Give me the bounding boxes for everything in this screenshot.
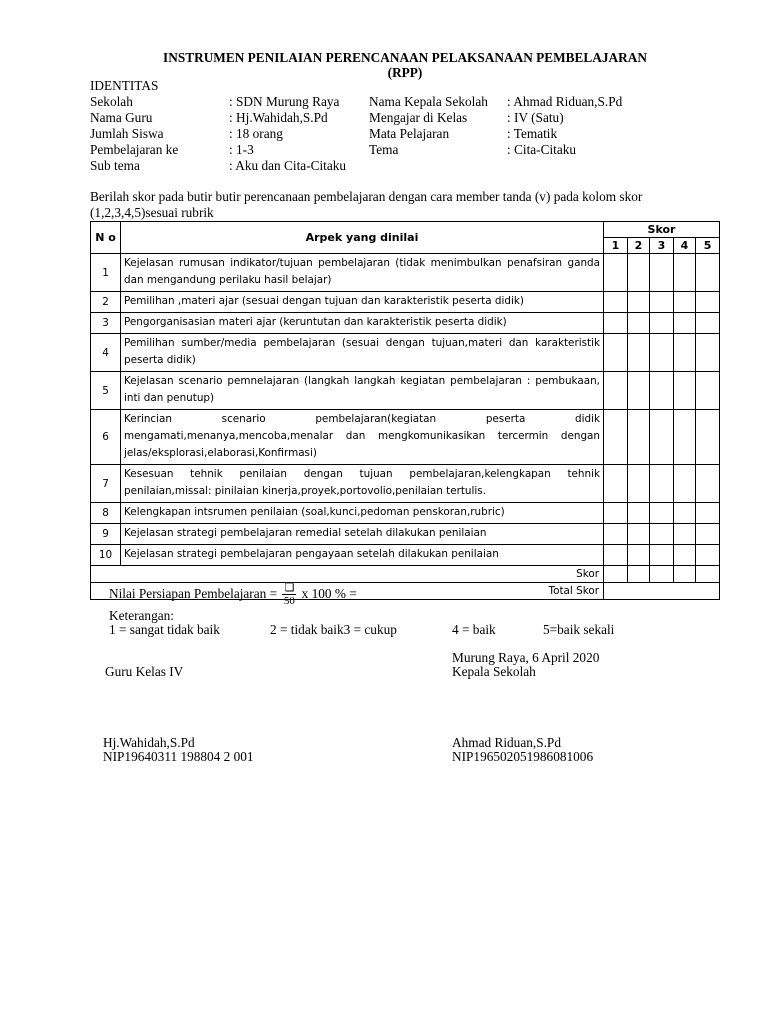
guru-nip: NIP19640311 198804 2 001 — [103, 749, 254, 764]
header-no: N o — [91, 222, 121, 254]
signature-date: Murung Raya, 6 April 2020 — [452, 650, 600, 665]
score-cell[interactable] — [674, 524, 696, 545]
score-cell[interactable] — [628, 313, 650, 334]
title-line-2: (RPP) — [387, 65, 423, 80]
identitas-value: : SDN Murung Raya — [229, 94, 340, 109]
guru-title: Guru Kelas IV — [105, 664, 184, 679]
skor-row — [91, 566, 720, 583]
rubric-table — [90, 221, 720, 600]
score-cell[interactable] — [650, 334, 674, 372]
scale-item: 2 = tidak baik3 = cukup — [270, 622, 397, 637]
score-cell[interactable] — [628, 545, 650, 566]
score-cell[interactable] — [604, 524, 628, 545]
score-cell[interactable] — [674, 545, 696, 566]
row-aspek: Pengorganisasian materi ajar (keruntutan dan karakteristik peserta didik) — [121, 313, 604, 334]
score-cell[interactable] — [674, 313, 696, 334]
score-cell[interactable] — [650, 292, 674, 313]
score-cell[interactable] — [628, 465, 650, 503]
row-number: 7 — [91, 465, 121, 503]
row-number: 10 — [91, 545, 121, 566]
score-cell[interactable] — [696, 334, 720, 372]
score-cell[interactable] — [628, 410, 650, 465]
checkbox-icon: ❏ — [284, 582, 295, 594]
table-row — [91, 465, 720, 503]
identitas-value: : Cita-Citaku — [507, 142, 577, 157]
row-number: 6 — [91, 410, 121, 465]
document-title — [90, 50, 720, 80]
identitas-label: Sekolah — [90, 94, 133, 109]
keterangan-label: Keterangan: — [109, 608, 174, 623]
identitas-label: Mata Pelajaran — [369, 126, 450, 141]
total-skor-row-label: Total Skor — [91, 583, 604, 600]
score-cell[interactable] — [650, 313, 674, 334]
nilai-label: Nilai Persiapan Pembelajaran = — [109, 586, 278, 602]
guru-name: Hj.Wahidah,S.Pd — [103, 735, 195, 750]
nilai-formula — [109, 583, 357, 607]
row-number: 3 — [91, 313, 121, 334]
identitas-value: : Ahmad Riduan,S.Pd — [507, 94, 623, 109]
table-row — [91, 313, 720, 334]
score-cell[interactable] — [696, 254, 720, 292]
score-cell[interactable] — [674, 254, 696, 292]
row-aspek: Kejelasan strategi pembelajaran pengayaan setelah dilakukan penilaian — [121, 545, 604, 566]
score-cell[interactable] — [604, 503, 628, 524]
table-row — [91, 372, 720, 410]
header-score-col: 4 — [674, 238, 696, 254]
score-cell[interactable] — [674, 372, 696, 410]
scale-item: 1 = sangat tidak baik — [109, 622, 220, 637]
instruction-text: Berilah skor pada butir butir perencanaan pembelajaran dengan cara member tanda (v) pada kolom skor (1,2,3,4,5)sesuai rubrik — [90, 189, 643, 220]
row-aspek: Pemilihan ,materi ajar (sesuai dengan tujuan dan karakteristik peserta didik) — [121, 292, 604, 313]
score-cell[interactable] — [604, 334, 628, 372]
total-skor-cell[interactable] — [604, 583, 720, 600]
skor-row-label: Skor — [91, 566, 604, 583]
score-cell[interactable] — [696, 524, 720, 545]
table-row — [91, 334, 720, 372]
header-score-col: 3 — [650, 238, 674, 254]
row-number: 9 — [91, 524, 121, 545]
identitas-label: Mengajar di Kelas — [369, 110, 468, 125]
nilai-denominator: 50 — [283, 595, 295, 607]
score-cell[interactable] — [650, 545, 674, 566]
identitas-label: Tema — [369, 142, 399, 157]
row-aspek: Kerincian scenario pembelajaran(kegiatan peserta didik mengamati,menanya,mencoba,menalar dan mengkomunikasikan tercermin dengan jelas/eksplorasi,elaborasi,Konfirmasi) — [121, 410, 604, 465]
score-cell[interactable] — [604, 465, 628, 503]
identitas-value: : 1-3 — [229, 142, 254, 157]
score-cell[interactable] — [604, 313, 628, 334]
score-cell[interactable] — [650, 503, 674, 524]
kepala-name: Ahmad Riduan,S.Pd — [452, 735, 561, 750]
skor-total-cell[interactable] — [650, 566, 674, 583]
score-cell[interactable] — [628, 503, 650, 524]
table-row — [91, 503, 720, 524]
row-number: 8 — [91, 503, 121, 524]
header-aspek: Arpek yang dinilai — [121, 222, 604, 254]
score-cell[interactable] — [604, 292, 628, 313]
table-row — [91, 254, 720, 292]
identitas-label: Nama Guru — [90, 110, 153, 125]
row-aspek: Kejelasan strategi pembelajaran remedial setelah dilakukan penilaian — [121, 524, 604, 545]
score-cell[interactable] — [674, 410, 696, 465]
score-cell[interactable] — [650, 254, 674, 292]
identitas-heading: IDENTITAS — [90, 78, 159, 93]
score-cell[interactable] — [604, 254, 628, 292]
skor-total-cell[interactable] — [604, 566, 628, 583]
header-score-col: 5 — [696, 238, 720, 254]
score-cell[interactable] — [628, 292, 650, 313]
header-score-col: 2 — [628, 238, 650, 254]
score-cell[interactable] — [628, 372, 650, 410]
skor-total-cell[interactable] — [674, 566, 696, 583]
skor-total-cell[interactable] — [696, 566, 720, 583]
identitas-label: Pembelajaran ke — [90, 142, 179, 157]
identitas-value: : Hj.Wahidah,S.Pd — [229, 110, 328, 125]
table-row — [91, 292, 720, 313]
kepala-nip: NIP196502051986081006 — [452, 749, 594, 764]
identitas-value: : Tematik — [507, 126, 558, 141]
score-cell[interactable] — [650, 524, 674, 545]
row-number: 4 — [91, 334, 121, 372]
skor-total-cell[interactable] — [628, 566, 650, 583]
score-cell[interactable] — [696, 465, 720, 503]
nilai-suffix: x 100 % = — [301, 586, 357, 602]
identitas-label: Nama Kepala Sekolah — [369, 94, 488, 109]
table-row — [91, 545, 720, 566]
row-aspek: Kesesuan tehnik penilaian dengan tujuan pembelajaran,kelengkapan tehnik penilaian,missal: pinilaian kinerja,proyek,portovolio,penilaian tertulis. — [121, 465, 604, 503]
kepala-title: Kepala Sekolah — [452, 664, 536, 679]
identitas-value: : IV (Satu) — [507, 110, 564, 125]
row-aspek: Kelengkapan intsrumen penilaian (soal,kunci,pedoman penskoran,rubric) — [121, 503, 604, 524]
score-cell[interactable] — [650, 372, 674, 410]
identitas-value: : 18 orang — [229, 126, 283, 141]
score-cell[interactable] — [674, 334, 696, 372]
row-aspek: Kejelasan scenario pemnelajaran (langkah langkah kegiatan pembelajaran : pembukaan, inti dan penutup) — [121, 372, 604, 410]
header-skor: Skor — [604, 222, 720, 238]
score-cell[interactable] — [696, 292, 720, 313]
score-cell[interactable] — [696, 503, 720, 524]
score-cell[interactable] — [674, 465, 696, 503]
score-cell[interactable] — [650, 465, 674, 503]
nilai-fraction — [282, 583, 296, 607]
row-number: 1 — [91, 254, 121, 292]
identitas-label: Sub tema — [90, 158, 140, 173]
score-cell[interactable] — [628, 524, 650, 545]
score-cell[interactable] — [604, 545, 628, 566]
score-cell[interactable] — [696, 372, 720, 410]
score-cell[interactable] — [628, 254, 650, 292]
table-row — [91, 524, 720, 545]
score-cell[interactable] — [604, 410, 628, 465]
score-cell[interactable] — [696, 410, 720, 465]
score-cell[interactable] — [674, 292, 696, 313]
row-aspek: Pemilihan sumber/media pembelajaran (sesuai dengan tujuan,materi dan karakteristik peserta didik) — [121, 334, 604, 372]
score-cell[interactable] — [674, 503, 696, 524]
scale-item: 5=baik sekali — [543, 622, 615, 637]
score-cell[interactable] — [696, 313, 720, 334]
row-number: 5 — [91, 372, 121, 410]
header-score-col: 1 — [604, 238, 628, 254]
score-cell[interactable] — [650, 410, 674, 465]
title-line-1: INSTRUMEN PENILAIAN PERENCANAAN PELAKSANAAN PEMBELAJARAN — [163, 50, 647, 65]
table-row — [91, 410, 720, 465]
identitas-value: : Aku dan Cita-Citaku — [229, 158, 347, 173]
row-aspek: Kejelasan rumusan indikator/tujuan pembelajaran (tidak menimbulkan penafsiran ganda dan mengandung perilaku hasil belajar) — [121, 254, 604, 292]
score-cell[interactable] — [604, 372, 628, 410]
scale-item: 4 = baik — [452, 622, 496, 637]
score-cell[interactable] — [696, 545, 720, 566]
score-cell[interactable] — [628, 334, 650, 372]
identitas-label: Jumlah Siswa — [90, 126, 164, 141]
row-number: 2 — [91, 292, 121, 313]
